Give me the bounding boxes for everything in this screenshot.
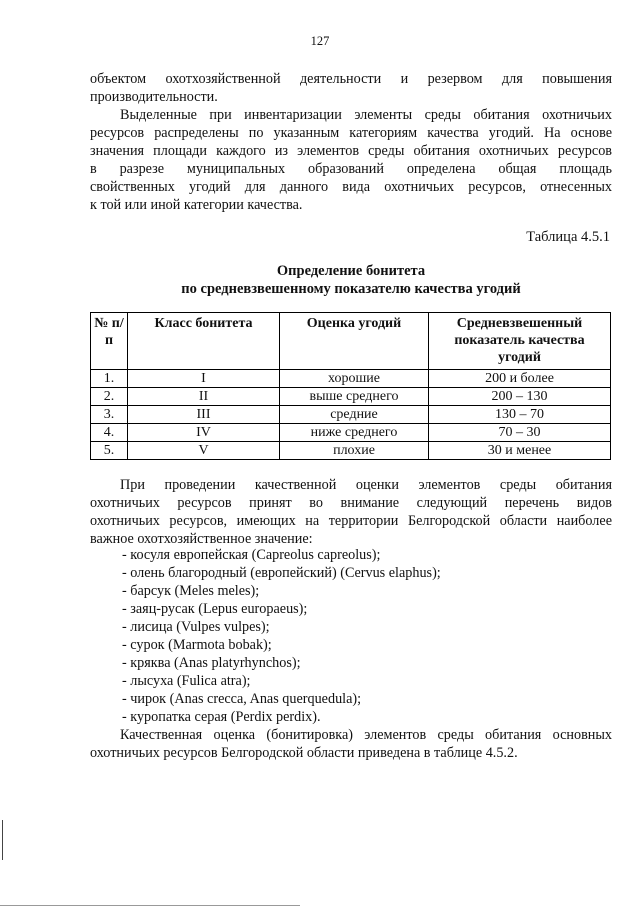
species-item: - сурок (Marmota bobak);	[122, 637, 272, 653]
cell-number: 5.	[91, 442, 128, 460]
cell-class: I	[128, 370, 280, 388]
cell-class: V	[128, 442, 280, 460]
para2-line-3: значения площади каждого из элементов среды обитания охотничьих ресурсов	[90, 143, 612, 159]
cell-number: 4.	[91, 424, 128, 442]
table-title-line-1: Определение бонитета	[276, 263, 426, 279]
intro-line-2: производительности.	[90, 89, 218, 105]
table-row	[91, 424, 611, 442]
para3-line-4: важное охотхозяйственное значение:	[90, 531, 313, 547]
table-row	[91, 370, 611, 388]
species-item: - барсук (Meles meles);	[122, 583, 260, 599]
cell-index: 200 и более	[429, 370, 611, 388]
cell-index: 200 – 130	[429, 388, 611, 406]
header-number: № п/п	[91, 313, 128, 370]
bonitet-table	[90, 312, 611, 460]
intro-line-1: объектом охотхозяйственной деятельности и резервом для повышения	[90, 71, 612, 87]
header-class: Класс бонитета	[128, 313, 280, 370]
species-item: - куропатка серая (Perdix perdix).	[122, 709, 321, 725]
para2-line-1: Выделенные при инвентаризации элементы среды обитания охотничьих	[120, 107, 612, 123]
header-index: Средневзвешенный показатель качества угодий	[429, 313, 611, 370]
scan-bottom-line	[0, 905, 300, 906]
para4-line-1: Качественная оценка (бонитировка) элементов среды обитания основных	[120, 727, 612, 743]
para3-line-3: охотничьих ресурсов, имеющих на территории Белгородской области наиболее	[90, 513, 612, 529]
table-row	[91, 388, 611, 406]
table-caption: Таблица 4.5.1	[526, 229, 610, 245]
species-item: - косуля европейская (Capreolus capreolus);	[122, 547, 381, 563]
cell-number: 3.	[91, 406, 128, 424]
table-title-line-2: по средневзвешенному показателю качества угодий	[181, 281, 521, 297]
para3-line-2: охотничьих ресурсов принят во внимание следующий перечень видов	[90, 495, 612, 511]
species-item: - олень благородный (европейский) (Cervus elaphus);	[122, 565, 441, 581]
cell-number: 1.	[91, 370, 128, 388]
cell-index: 30 и менее	[429, 442, 611, 460]
para4-line-2: охотничьих ресурсов Белгородской области приведена в таблице 4.5.2.	[90, 745, 518, 761]
scan-edge-mark	[2, 820, 3, 860]
cell-index: 70 – 30	[429, 424, 611, 442]
cell-rating: хорошие	[280, 370, 429, 388]
para2-line-5: свойственных угодий для данного вида охотничьих ресурсов, отнесенных	[90, 179, 612, 195]
para2-line-2: ресурсов распределены по указанным категориям качества угодий. На основе	[90, 125, 612, 141]
species-item: - заяц-русак (Lepus europaeus);	[122, 601, 308, 617]
para3-line-1: При проведении качественной оценки элементов среды обитания	[120, 477, 612, 493]
cell-rating: плохие	[280, 442, 429, 460]
table-row	[91, 406, 611, 424]
cell-number: 2.	[91, 388, 128, 406]
cell-class: III	[128, 406, 280, 424]
cell-index: 130 – 70	[429, 406, 611, 424]
cell-rating: выше среднего	[280, 388, 429, 406]
table-header-row	[91, 313, 611, 370]
cell-class: IV	[128, 424, 280, 442]
para2-line-6: к той или иной категории качества.	[90, 197, 303, 213]
cell-rating: ниже среднего	[280, 424, 429, 442]
species-item: - кряква (Anas platyrhynchos);	[122, 655, 301, 671]
cell-class: II	[128, 388, 280, 406]
para2-line-4: в разрезе муниципальных образований определена общая площадь	[90, 161, 612, 177]
header-rating: Оценка угодий	[280, 313, 429, 370]
table-row	[91, 442, 611, 460]
species-item: - чирок (Anas crecca, Anas querquedula);	[122, 691, 362, 707]
species-item: - лысуха (Fulica atra);	[122, 673, 251, 689]
species-item: - лисица (Vulpes vulpes);	[122, 619, 270, 635]
cell-rating: средние	[280, 406, 429, 424]
page-number: 127	[310, 34, 330, 48]
